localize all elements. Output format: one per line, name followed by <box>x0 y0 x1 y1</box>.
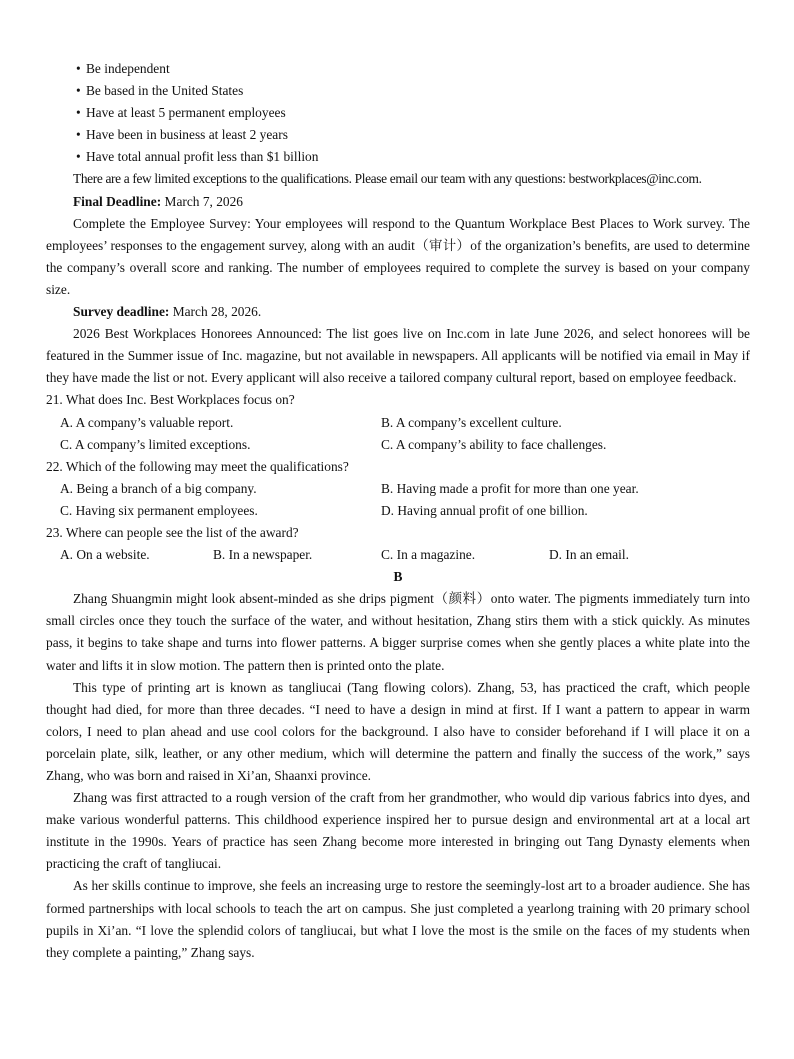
survey-deadline <box>46 301 750 323</box>
question-21-options-row <box>46 412 750 434</box>
final-deadline-label: Final Deadline: <box>73 193 162 209</box>
qualification-item: • Be based in the United States <box>76 83 244 99</box>
passage-b-paragraph: This type of printing art is known as tangliucai (Tang flowing colors). Zhang, 53, has practiced the craft, which people thought had died, for more than three decades. “I need to have a design in mind at first. If I want a pattern to appear in warm colors, I need to plan ahead and use cool colors for the background. I also have to consider beforehand if I will place it on a porcelain plate, silk, leather, or any other medium, which will determine the pattern and finally the success of the work,” says Zhang, who was born and raised in Xi’an, Shaanxi province. <box>46 679 750 783</box>
survey-paragraph: Complete the Employee Survey: Your employees will respond to the Quantum Workplace Best Places to Work survey. The employees’ responses to the engagement survey, along with an audit（审计）of the organization’s benefits, are used to determine the company’s overall score and ranking. The number of employees required to complete the survey is based on your company size. <box>46 215 750 297</box>
qualification-item: • Have total annual profit less than $1 billion <box>76 149 319 165</box>
option: A. Being a branch of a big company. <box>60 480 257 496</box>
option: C. A company’s limited exceptions. <box>60 436 251 452</box>
passage-b-paragraph: As her skills continue to improve, she feels an increasing urge to restore the seemingly-lost art to a broader audience. She has formed partnerships with local schools to teach the art on campus. She just completed a yearlong training with 20 primary school pupils in Xi’an. “I love the splendid colors of tangliucai, but what I love the most is the smile on the faces of my students when they complete a painting,” Zhang says. <box>46 878 750 960</box>
option: B. A company’s excellent culture. <box>381 414 562 430</box>
question-21: 21. What does Inc. Best Workplaces focus on? <box>46 392 295 408</box>
qualification-item: • Have at least 5 permanent employees <box>76 105 286 121</box>
option: C. In a magazine. <box>381 547 476 563</box>
option: A. A company’s valuable report. <box>60 414 234 430</box>
final-deadline-value: March 7, 2026 <box>164 193 243 209</box>
section-b-heading: B <box>393 569 403 585</box>
question-22-options-row <box>46 500 750 522</box>
question-23-options-row <box>46 544 750 566</box>
qualification-item: • Have been in business at least 2 years <box>76 127 288 143</box>
survey-deadline-value: March 28, 2026. <box>172 304 262 320</box>
qualification-text: Have at least 5 permanent employees <box>86 105 286 121</box>
final-deadline <box>46 191 750 213</box>
option: B. In a newspaper. <box>213 547 313 563</box>
option: C. Having six permanent employees. <box>60 502 258 518</box>
passage-b-paragraph: Zhang was first attracted to a rough version of the craft from her grandmother, who would dip various fabrics into dyes, and make various wonderful patterns. This childhood experience inspired her to pursue design and environmental art at a local art institute in the 1990s. Years of practice has seen Zhang become more interested in bringing out Tang Dynasty elements when practicing the craft of tangliucai. <box>46 790 750 872</box>
question-22-options-row <box>46 478 750 500</box>
qualification-text: Have total annual profit less than $1 billion <box>86 149 319 165</box>
question-21-options-row <box>46 434 750 456</box>
honorees-paragraph: 2026 Best Workplaces Honorees Announced: The list goes live on Inc.com in late June 2026, and select honorees will be featured in the Summer issue of Inc. magazine, but not available in newspapers. All applicants will be notified via email in May if they have made the list or not. Every applicant will also receive a tailored company cultural report, based on employee feedback. <box>46 326 750 386</box>
option: A. On a website. <box>60 547 150 563</box>
qualification-text: Have been in business at least 2 years <box>86 127 288 143</box>
option: D. In an email. <box>549 547 629 563</box>
qualification-text: Be based in the United States <box>86 83 244 99</box>
question-22: 22. Which of the following may meet the qualifications? <box>46 458 349 474</box>
option: B. Having made a profit for more than one year. <box>381 480 639 496</box>
question-23: 23. Where can people see the list of the award? <box>46 524 299 540</box>
option: D. Having annual profit of one billion. <box>381 502 588 518</box>
option: C. A company’s ability to face challenges. <box>381 436 607 452</box>
document-page <box>46 58 750 964</box>
qualification-item: • Be independent <box>76 61 170 76</box>
exceptions-paragraph: There are a few limited exceptions to the qualifications. Please email our team with any questions: bestworkplaces@inc.com. <box>73 171 702 187</box>
qualification-text: Be independent <box>86 61 170 76</box>
passage-b-paragraph: Zhang Shuangmin might look absent-minded as she drips pigment（颜料）onto water. The pigments immediately turn into small circles once they touch the surface of the water, and without hesitation, Zhang stirs them with a stick quickly. As minutes pass, it begins to take shape and turns into flower patterns. A bigger surprise comes when she gently places a white plate into the water and lifts it in slow motion. The pattern then is printed onto the plate. <box>46 591 750 673</box>
survey-deadline-label: Survey deadline: <box>73 304 170 320</box>
